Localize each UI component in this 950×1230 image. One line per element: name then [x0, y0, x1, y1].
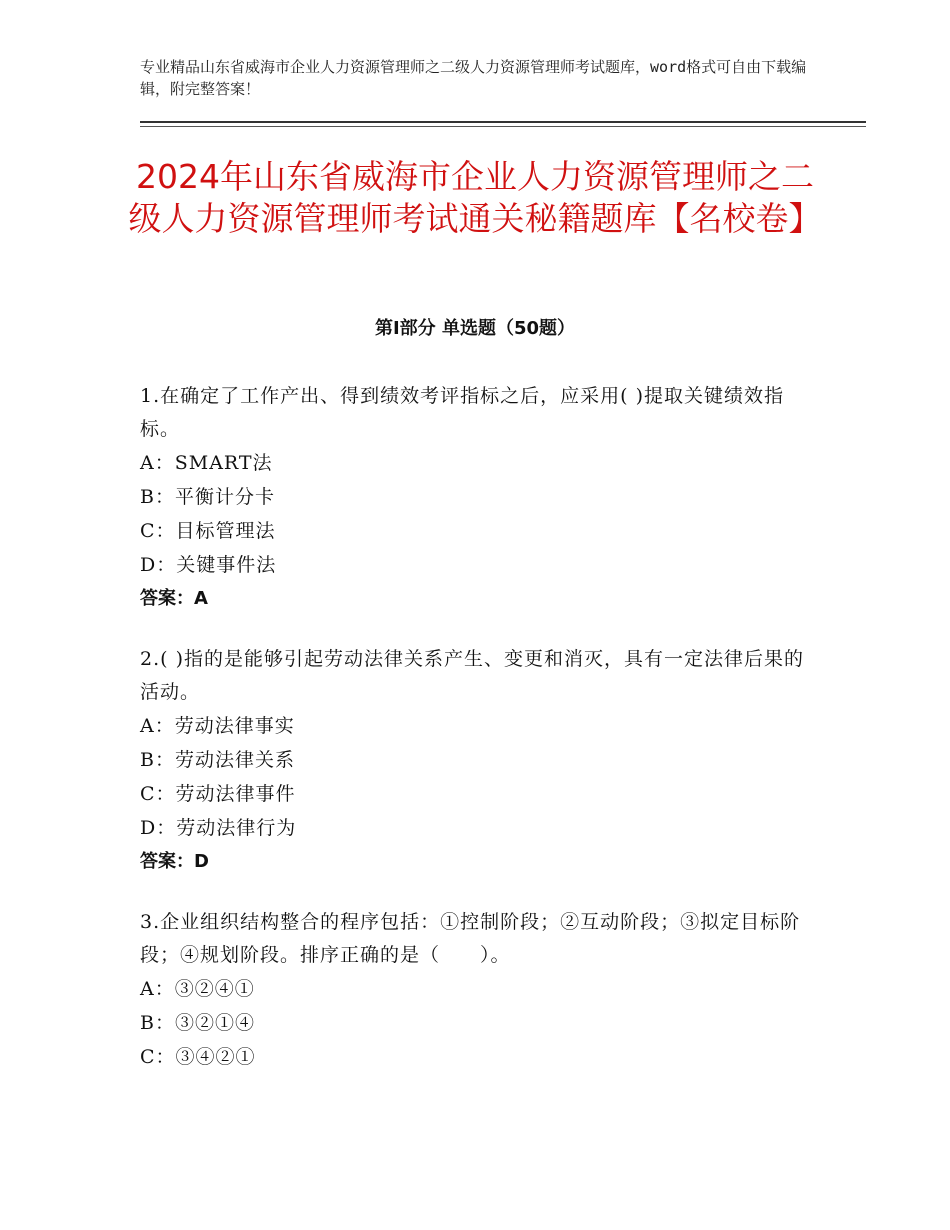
question-stem: 1.在确定了工作产出、得到绩效考评指标之后，应采用( )提取关键绩效指标。 [140, 385, 784, 440]
question-answer: 答案：A [140, 588, 208, 609]
header-note: 专业精品山东省威海市企业人力资源管理师之二级人力资源管理师考试题库，word格式可自由下载编辑，附完整答案！ [140, 58, 807, 98]
option-b: B：劳动法律关系 [140, 749, 295, 771]
question-item [140, 906, 810, 1074]
section-title: 第Ⅰ部分 单选题（50题） [374, 318, 575, 339]
question-stem: 3.企业组织结构整合的程序包括：①控制阶段；②互动阶段；③拟定目标阶段；④规划阶段。排序正确的是（ ）。 [140, 911, 801, 966]
question-stem: 2.( )指的是能够引起劳动法律关系产生、变更和消灭，具有一定法律后果的活动。 [140, 648, 804, 703]
option-a: A：劳动法律事实 [140, 715, 295, 737]
option-d: D：劳动法律行为 [140, 817, 297, 839]
question-item [140, 643, 810, 879]
question-item [140, 380, 810, 616]
question-answer: 答案：D [140, 851, 209, 872]
option-c: C：③④②① [140, 1046, 256, 1068]
question-list [140, 380, 810, 1101]
option-a: A：SMART法 [140, 452, 273, 474]
option-c: C：劳动法律事件 [140, 783, 296, 805]
option-d: D：关键事件法 [140, 554, 277, 576]
option-b: B：③②①④ [140, 1012, 255, 1034]
document-title: 2024年山东省威海市企业人力资源管理师之二级人力资源管理师考试通关秘籍题库【名校卷】 [128, 157, 822, 238]
option-a: A：③②④① [140, 978, 255, 1000]
header-divider-thick [140, 121, 866, 123]
option-b: B：平衡计分卡 [140, 486, 275, 508]
header-divider-thin [140, 126, 866, 127]
option-c: C：目标管理法 [140, 520, 276, 542]
